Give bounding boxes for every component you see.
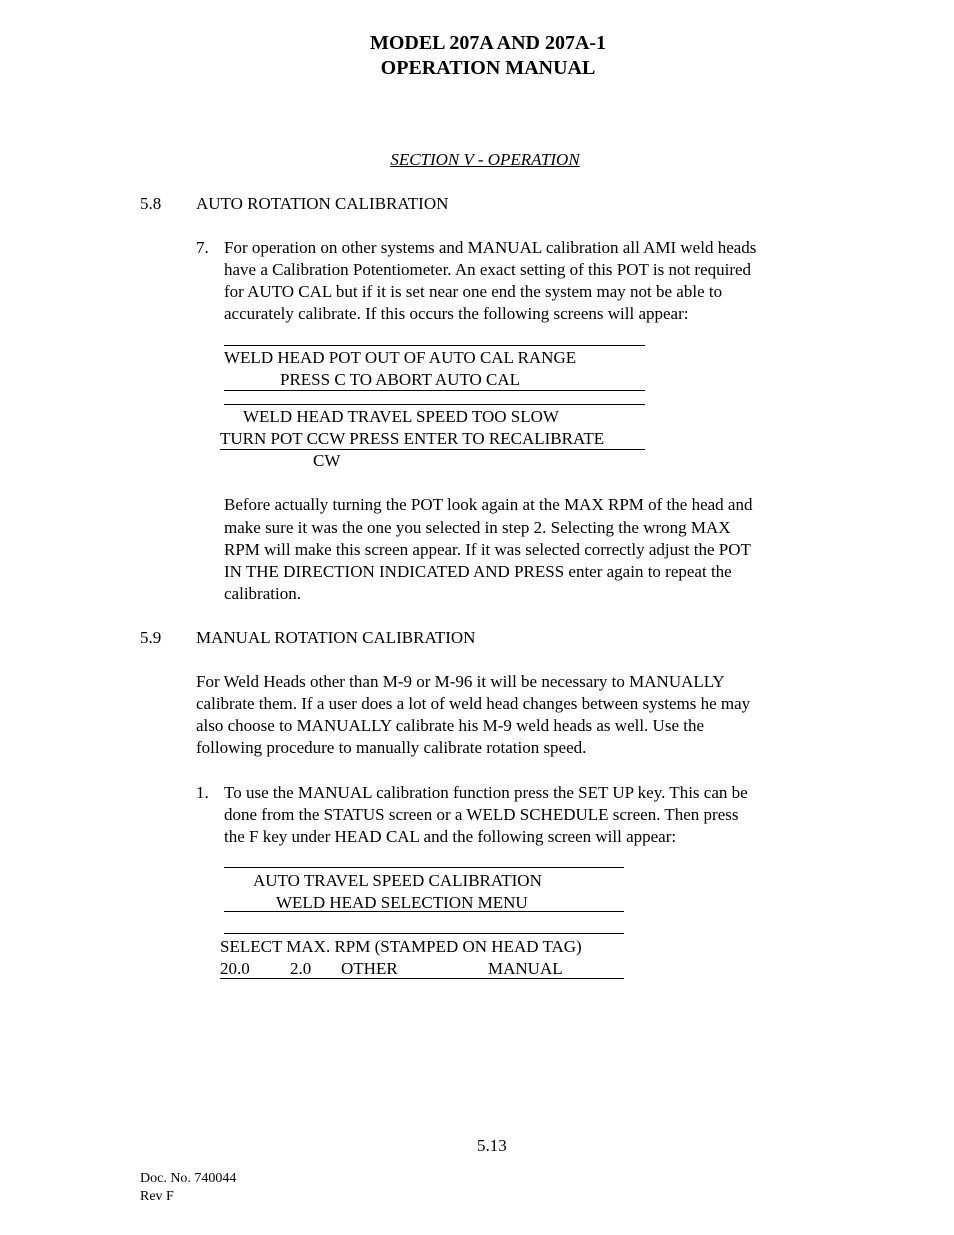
text-line: following procedure to manually calibrate rotation speed. [196,738,587,757]
screen-border-top [224,345,645,346]
document-title-line2: OPERATION MANUAL [380,57,596,79]
screen-border-top [224,404,645,405]
screen-line: TURN POT CCW PRESS ENTER TO RECALIBRATE [220,429,605,448]
text-line: make sure it was the one you selected in step 2. Selecting the wrong MAX [224,518,731,537]
rpm-option-2: 2.0 [290,959,312,978]
text-line: calibration. [224,584,301,603]
screen-line: CW [313,451,341,470]
screen-border-bottom [224,911,624,912]
screen-border-top [224,867,624,868]
text-line: also choose to MANUALLY calibrate his M-9 weld heads as well. Use the [196,716,705,735]
screen-line: AUTO TRAVEL SPEED CALIBRATION [253,871,542,890]
text-line: have a Calibration Potentiometer. An exact setting of this POT is not required [224,260,752,279]
revision: Rev F [140,1189,174,1204]
screen-border-bottom [220,449,645,450]
text-line: for AUTO CAL but if it is set near one end the system may not be able to [224,282,723,301]
document-title-line1: MODEL 207A AND 207A-1 [369,32,607,54]
section-heading: SECTION V - OPERATION [390,150,580,169]
screen-line: WELD HEAD POT OUT OF AUTO CAL RANGE [224,348,577,367]
step-7-number: 7. [196,238,209,257]
page-number: 5.13 [477,1136,507,1155]
text-line: accurately calibrate. If this occurs the following screens will appear: [224,304,689,323]
text-line: the F key under HEAD CAL and the following screen will appear: [224,827,677,846]
text-line: For operation on other systems and MANUAL calibration all AMI weld heads [224,238,757,257]
screen-line: WELD HEAD TRAVEL SPEED TOO SLOW [243,407,559,426]
text-line: done from the STATUS screen or a WELD SCHEDULE screen. Then press [224,805,739,824]
screen-line: WELD HEAD SELECTION MENU [276,893,528,912]
doc-number: Doc. No. 740044 [140,1171,237,1186]
screen-border-top [224,933,624,934]
rpm-option-20: 20.0 [220,959,250,978]
section-title-5-9: MANUAL ROTATION CALIBRATION [196,628,476,647]
screen-border-bottom [220,978,624,979]
text-line: IN THE DIRECTION INDICATED AND PRESS enter again to repeat the [224,562,732,581]
text-line: For Weld Heads other than M-9 or M-96 it will be necessary to MANUALLY [196,672,725,691]
screen-border-bottom [224,390,645,391]
text-line: To use the MANUAL calibration function press the SET UP key. This can be [224,783,748,802]
section-number-5-9: 5.9 [140,628,162,647]
section-title-5-8: AUTO ROTATION CALIBRATION [196,194,449,213]
step-1-number: 1. [196,783,209,802]
rpm-option-manual: MANUAL [488,959,563,978]
section-number-5-8: 5.8 [140,194,162,213]
screen-line: SELECT MAX. RPM (STAMPED ON HEAD TAG) [220,937,582,956]
text-line: Before actually turning the POT look again at the MAX RPM of the head and [224,495,753,514]
screen-line: PRESS C TO ABORT AUTO CAL [280,370,521,389]
text-line: RPM will make this screen appear. If it was selected correctly adjust the POT [224,540,751,559]
rpm-option-other: OTHER [341,959,398,978]
text-line: calibrate them. If a user does a lot of weld head changes between systems he may [196,694,751,713]
